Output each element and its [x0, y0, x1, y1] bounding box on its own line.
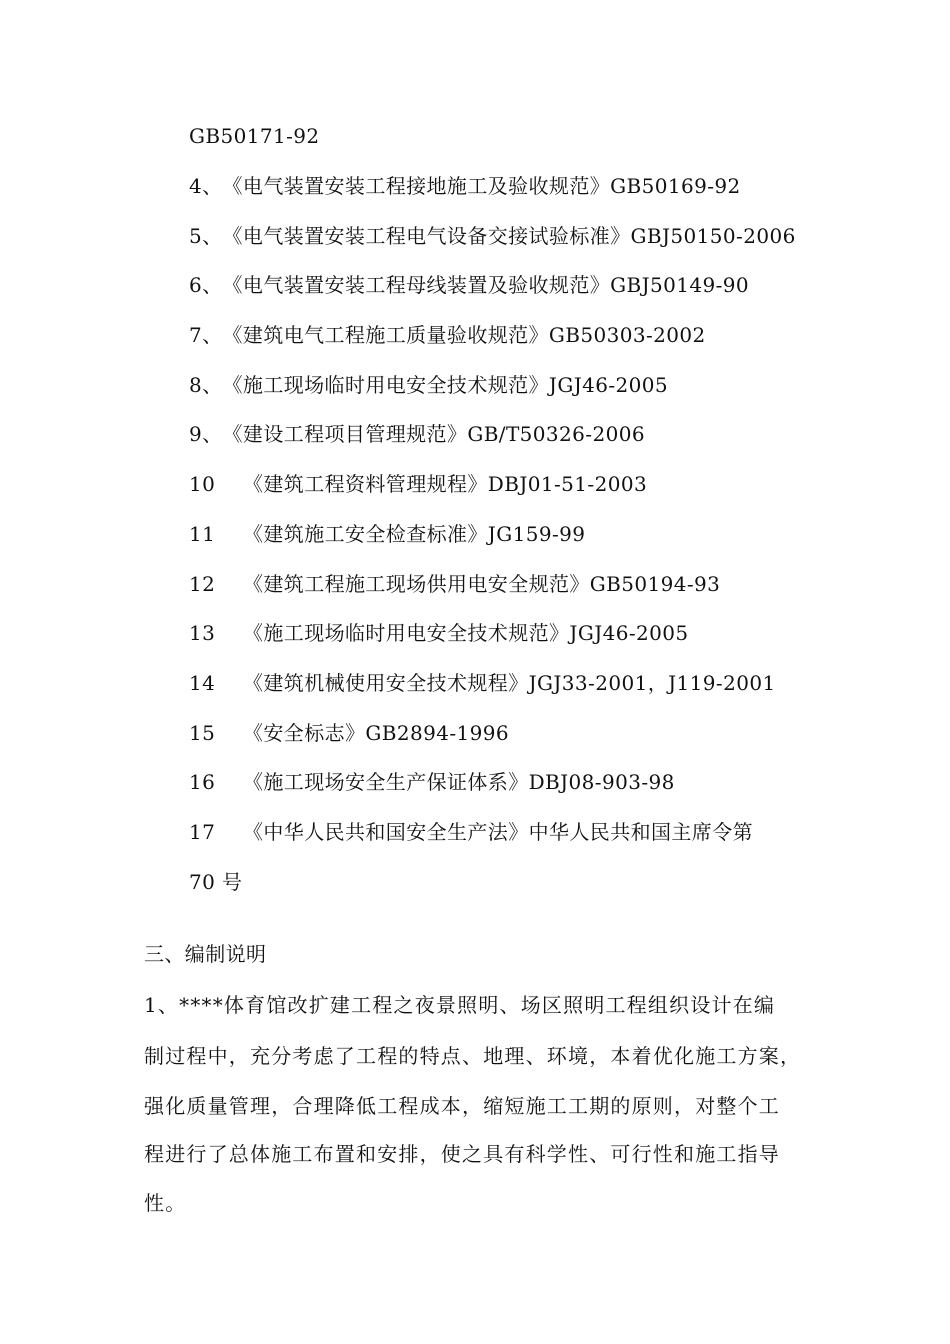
reference-number: 12: [189, 572, 216, 596]
reference-item-9: [189, 421, 645, 447]
reference-item-12: [189, 571, 720, 597]
reference-item-13: [189, 620, 689, 646]
paragraph-line-5: [144, 1190, 186, 1216]
reference-number: 11: [189, 522, 216, 546]
reference-text: 《建筑工程施工现场供用电安全规范》GB50194-93: [243, 572, 721, 596]
paragraph-text: 程进行了总体施工布置和安排，使之具有科学性、可行性和施工指导: [144, 1142, 780, 1166]
paragraph-text: 1、****体育馆改扩建工程之夜景照明、场区照明工程组织设计在编: [144, 993, 776, 1017]
paragraph-text: 性。: [144, 1191, 187, 1215]
reference-number: 4、: [189, 174, 223, 198]
reference-number: 7、: [189, 323, 223, 347]
reference-item-16: [189, 769, 675, 795]
reference-text: 《中华人民共和国安全生产法》中华人民共和国主席令第: [243, 820, 753, 844]
paragraph-line-1: [144, 992, 775, 1018]
reference-text: 《安全标志》GB2894-1996: [243, 721, 510, 745]
reference-number: 14: [189, 671, 216, 695]
reference-number: 10: [189, 472, 216, 496]
reference-text: 《建筑施工安全检查标准》JG159-99: [243, 522, 586, 546]
heading-text: 三、编制说明: [144, 942, 267, 966]
reference-text: 70 号: [189, 870, 243, 894]
paragraph-text: 制过程中，充分考虑了工程的特点、地理、环境，本着优化施工方案，: [144, 1044, 802, 1068]
paragraph-line-2: [144, 1043, 801, 1069]
reference-item-6: [189, 272, 749, 298]
reference-item-7: [189, 322, 706, 348]
reference-item-11: [189, 521, 585, 547]
paragraph-line-4: [144, 1141, 780, 1167]
reference-number: 17: [189, 820, 216, 844]
reference-text: 《建设工程项目管理规范》GB/T50326-2006: [222, 422, 645, 446]
section-heading: [144, 941, 266, 967]
reference-number: 8、: [189, 373, 223, 397]
reference-text: 《电气装置安装工程母线装置及验收规范》GBJ50149-90: [222, 273, 750, 297]
reference-item-14: [189, 670, 776, 696]
reference-text: 《建筑电气工程施工质量验收规范》GB50303-2002: [222, 323, 706, 347]
reference-item-15: [189, 720, 509, 746]
reference-number: 9、: [189, 422, 223, 446]
reference-text: 《建筑工程资料管理规程》DBJ01-51-2003: [243, 472, 648, 496]
reference-number: 13: [189, 621, 216, 645]
reference-text: 《施工现场临时用电安全技术规范》JGJ46-2005: [222, 373, 669, 397]
reference-text: 《施工现场临时用电安全技术规范》JGJ46-2005: [243, 621, 689, 645]
reference-item-5: [189, 223, 796, 249]
reference-item-8: [189, 372, 668, 398]
reference-continuation: [189, 123, 320, 149]
reference-text: 《电气装置安装工程接地施工及验收规范》GB50169-92: [222, 174, 741, 198]
reference-number: 5、: [189, 224, 223, 248]
paragraph-line-3: [144, 1093, 780, 1119]
reference-number: 15: [189, 721, 216, 745]
reference-number: 6、: [189, 273, 223, 297]
reference-number: 16: [189, 770, 216, 794]
reference-text: 《电气装置安装工程电气设备交接试验标准》GBJ50150-2006: [222, 224, 796, 248]
paragraph-text: 强化质量管理，合理降低工程成本，缩短施工工期的原则，对整个工: [144, 1094, 780, 1118]
reference-item-10: [189, 471, 647, 497]
reference-text: 《施工现场安全生产保证体系》DBJ08-903-98: [243, 770, 675, 794]
reference-item-4: [189, 173, 741, 199]
reference-item-17-continuation: [189, 869, 242, 895]
reference-text: 《建筑机械使用安全技术规程》JGJ33-2001，J119-2001: [243, 671, 776, 695]
reference-text: GB50171-92: [189, 124, 320, 148]
reference-item-17: [189, 819, 753, 845]
